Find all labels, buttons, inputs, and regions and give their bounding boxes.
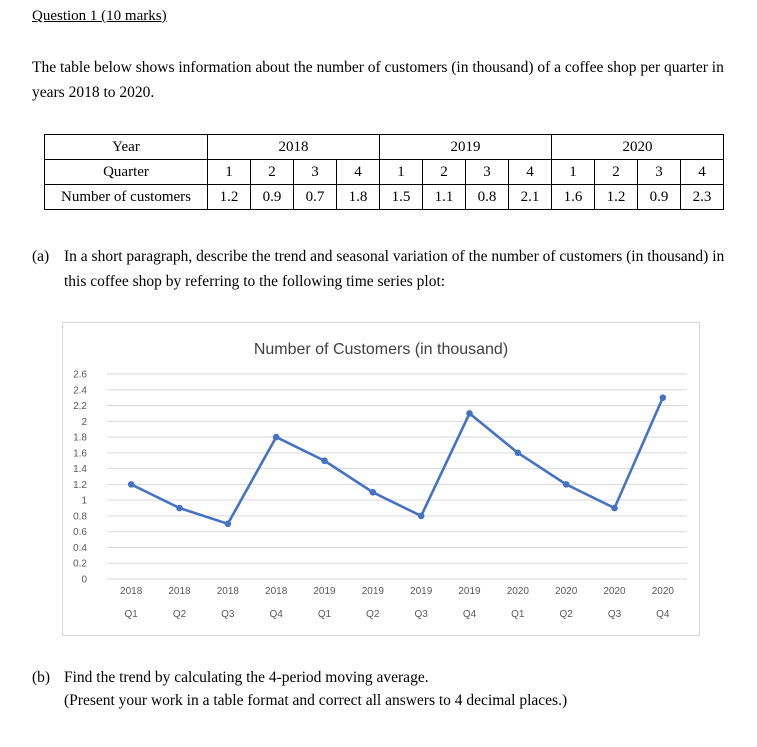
x-tick-label-quarter: Q4 bbox=[656, 609, 670, 620]
quarter-header: Quarter bbox=[45, 160, 208, 185]
data-point bbox=[611, 505, 618, 512]
data-point bbox=[225, 521, 232, 528]
data-point bbox=[418, 513, 425, 520]
quarter-cell: 4 bbox=[509, 160, 552, 185]
customers-cell: 2.1 bbox=[509, 185, 552, 210]
x-tick-label-year: 2018 bbox=[265, 586, 288, 597]
y-tick-label: 1.2 bbox=[73, 479, 87, 491]
y-tick-label: 0.2 bbox=[73, 558, 87, 570]
y-tick-label: 0.6 bbox=[73, 527, 87, 539]
quarter-cell: 1 bbox=[208, 160, 251, 185]
customers-table bbox=[44, 134, 724, 210]
x-tick-label-quarter: Q3 bbox=[414, 609, 428, 620]
x-tick-label-quarter: Q2 bbox=[366, 609, 380, 620]
x-tick-label-year: 2020 bbox=[603, 586, 626, 597]
quarter-cell: 1 bbox=[552, 160, 595, 185]
x-tick-label-year: 2018 bbox=[216, 586, 239, 597]
customers-cell: 1.5 bbox=[380, 185, 423, 210]
y-tick-label: 1 bbox=[81, 495, 87, 507]
quarter-row bbox=[45, 160, 724, 185]
x-tick-label-year: 2019 bbox=[458, 586, 481, 597]
data-point bbox=[563, 481, 570, 488]
part-b-marker: (b) bbox=[32, 669, 51, 686]
x-tick-label-year: 2020 bbox=[555, 586, 578, 597]
customers-row bbox=[45, 185, 724, 210]
x-tick-label-quarter: Q2 bbox=[172, 609, 187, 620]
part-b-line1: Find the trend by calculating the 4-period moving average. bbox=[64, 669, 429, 686]
chart-title: Number of Customers (in thousand) bbox=[253, 341, 509, 358]
x-tick-label-quarter: Q4 bbox=[462, 609, 477, 620]
customers-cell: 1.1 bbox=[423, 185, 466, 210]
quarter-cell: 4 bbox=[681, 160, 724, 185]
part-a-marker: (a) bbox=[32, 248, 50, 265]
intro-paragraph: The table below shows information about the number of customers (in thousand) of a coffee shop per quarter in years 2018 to 2020. bbox=[32, 59, 724, 101]
x-tick-label-year: 2020 bbox=[651, 586, 674, 597]
data-point bbox=[515, 450, 522, 457]
data-point bbox=[370, 489, 377, 496]
y-tick-label: 2 bbox=[81, 416, 87, 428]
part-a-text: In a short paragraph, describe the trend and seasonal variation of the number of customers (in thousand) in this coffee shop by referring to the following time series plot: bbox=[64, 248, 725, 290]
x-tick-label-quarter: Q2 bbox=[559, 609, 573, 620]
customers-cell: 1.2 bbox=[595, 185, 638, 210]
customers-header: Number of customers bbox=[45, 185, 208, 210]
data-point bbox=[128, 481, 135, 488]
customers-cell: 0.7 bbox=[294, 185, 337, 210]
x-tick-label-quarter: Q4 bbox=[269, 609, 283, 620]
x-tick-label-year: 2019 bbox=[313, 586, 336, 597]
x-tick-label-quarter: Q1 bbox=[511, 609, 525, 620]
x-tick-label-quarter: Q3 bbox=[221, 609, 235, 620]
y-tick-label: 1.8 bbox=[73, 432, 87, 444]
x-tick-label-quarter: Q3 bbox=[607, 609, 622, 620]
customers-chart bbox=[62, 322, 700, 636]
y-tick-label: 2.2 bbox=[73, 401, 87, 413]
year-cell: 2020 bbox=[552, 135, 724, 160]
customers-cell: 0.8 bbox=[466, 185, 509, 210]
y-tick-label: 1.4 bbox=[73, 464, 87, 476]
x-tick-label-quarter: Q1 bbox=[124, 609, 138, 620]
quarter-cell: 1 bbox=[380, 160, 423, 185]
year-row bbox=[45, 135, 724, 160]
customers-cell: 0.9 bbox=[251, 185, 294, 210]
series-line bbox=[131, 398, 663, 524]
year-header: Year bbox=[45, 135, 208, 160]
y-tick-label: 2.6 bbox=[73, 369, 87, 381]
part-b-line2: (Present your work in a table format and correct all answers to 4 decimal places.) bbox=[64, 692, 568, 709]
y-tick-label: 0.8 bbox=[73, 511, 87, 523]
y-tick-label: 0 bbox=[81, 574, 87, 586]
part-a bbox=[32, 244, 732, 294]
quarter-cell: 3 bbox=[638, 160, 681, 185]
y-tick-label: 2.4 bbox=[73, 385, 87, 397]
part-b bbox=[32, 666, 732, 712]
quarter-cell: 2 bbox=[251, 160, 294, 185]
x-tick-label-year: 2018 bbox=[120, 586, 143, 597]
question-title: Question 1 (10 marks) bbox=[32, 8, 167, 24]
chart-svg bbox=[63, 323, 699, 635]
year-cell: 2019 bbox=[380, 135, 552, 160]
quarter-cell: 4 bbox=[337, 160, 380, 185]
quarter-cell: 3 bbox=[466, 160, 509, 185]
data-point bbox=[466, 410, 473, 417]
data-point bbox=[176, 505, 183, 512]
customers-cell: 1.6 bbox=[552, 185, 595, 210]
quarter-cell: 3 bbox=[294, 160, 337, 185]
customers-cell: 2.3 bbox=[681, 185, 724, 210]
customers-cell: 1.2 bbox=[208, 185, 251, 210]
year-cell: 2018 bbox=[208, 135, 380, 160]
quarter-cell: 2 bbox=[423, 160, 466, 185]
quarter-cell: 2 bbox=[595, 160, 638, 185]
x-tick-label-year: 2019 bbox=[361, 586, 384, 597]
x-tick-label-year: 2019 bbox=[410, 586, 433, 597]
data-point bbox=[321, 457, 328, 464]
data-point bbox=[273, 434, 280, 441]
x-tick-label-quarter: Q1 bbox=[317, 609, 332, 620]
x-tick-label-year: 2018 bbox=[168, 586, 191, 597]
x-tick-label-year: 2020 bbox=[506, 586, 529, 597]
y-tick-label: 1.6 bbox=[73, 448, 87, 460]
y-tick-label: 0.4 bbox=[73, 542, 87, 554]
customers-cell: 0.9 bbox=[638, 185, 681, 210]
data-point bbox=[660, 394, 667, 401]
customers-cell: 1.8 bbox=[337, 185, 380, 210]
